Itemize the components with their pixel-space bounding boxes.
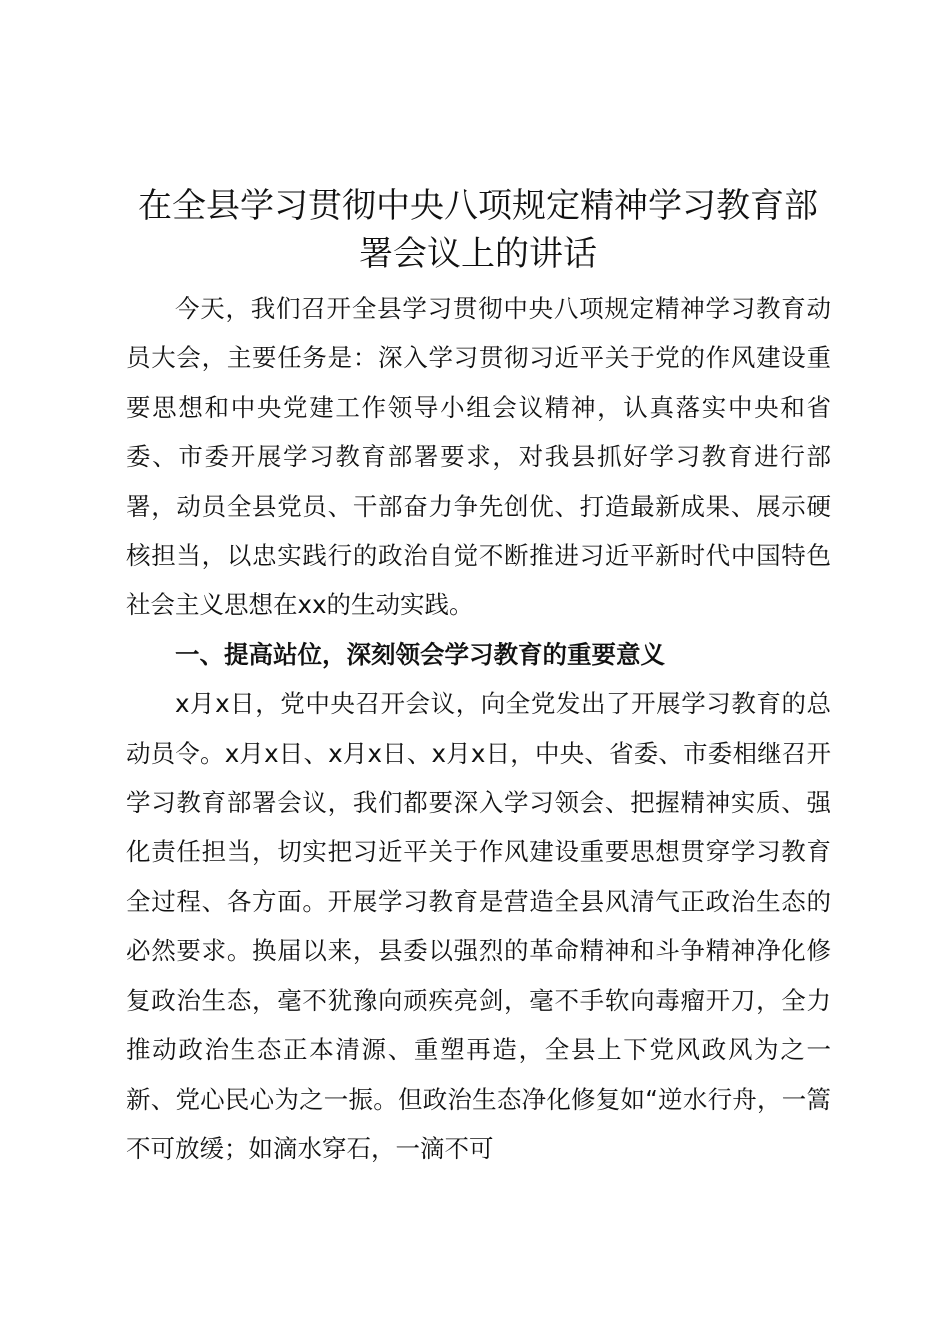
title-line-1: 在全县学习贯彻中央八项规定精神学习教育部 [138, 186, 818, 226]
title-line-2: 署会议上的讲话 [359, 234, 597, 274]
document-title [120, 182, 836, 278]
section-1-paragraph: x月x日，党中央召开会议，向全党发出了开展学习教育的总动员令。x月x日、x月x日、x月x日，中央、省委、市委相继召开学习教育部署会议，我们都要深入学习领会、把握精神实质、强化责任担当，切实把习近平关于作风建设重要思想贯穿学习教育全过程、各方面。开展学习教育是营造全县风清气正政治生态的必然要求。换届以来，县委以强烈的革命精神和斗争精神净化修复政治生态，毫不犹豫向顽疾亮剑，毫不手软向毒瘤开刀，全力推动政治生态正本清源、重塑再造，全县上下党风政风为之一新、党心民心为之一振。但政治生态净化修复如“逆水行舟，一篙不可放缓；如滴水穿石，一滴不可 [126, 689, 831, 1163]
intro-paragraph: 今天，我们召开全县学习贯彻中央八项规定精神学习教育动员大会，主要任务是：深入学习贯彻习近平关于党的作风建设重要思想和中央党建工作领导小组会议精神，认真落实中央和省委、市委开展学习教育部署要求，对我县抓好学习教育进行部署，动员全县党员、干部奋力争先创优、打造最新成果、展示硬核担当，以忠实践行的政治自觉不断推进习近平新时代中国特色社会主义思想在xx的生动实践。 [126, 294, 831, 620]
section-heading-1: 一、提高站位，深刻领会学习教育的重要意义 [175, 639, 665, 669]
document-body [126, 284, 831, 1173]
